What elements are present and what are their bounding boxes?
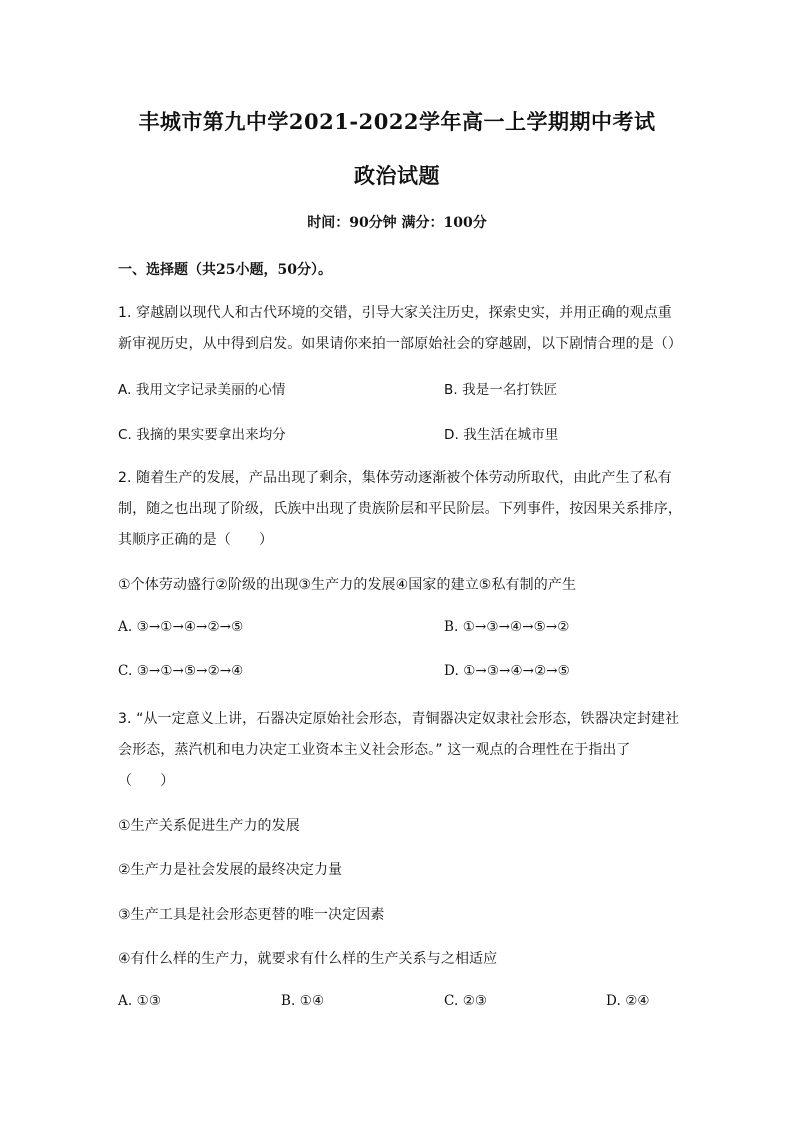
question-text-line: 2. 随着生产的发展，产品出现了剩余，集体劳动逐渐被个体劳动所取代，由此产生了私有 — [118, 470, 672, 486]
option-d: D. ①→③→④→②→⑤ — [444, 663, 570, 679]
option-a: A. 我用文字记录美丽的心情 — [118, 382, 286, 398]
option-d: D. 我生活在城市里 — [444, 427, 559, 443]
option-c: C. 我摘的果实要拿出来均分 — [118, 427, 286, 443]
question-text-line: （ ） — [118, 773, 175, 789]
option-a: A. ③→①→④→②→⑤ — [118, 619, 244, 635]
question-text-line: 1. 穿越剧以现代人和古代环境的交错，引导大家关注历史，探索史实，并用正确的观点重 — [118, 305, 672, 321]
question-text-line: 3. “从一定意义上讲，石器决定原始社会形态，青铜器决定奴隶社会形态，铁器决定封建社 — [118, 711, 680, 727]
question-text-line: 其顺序正确的是（ ） — [118, 532, 274, 548]
exam-meta: 时间：90分钟 满分：100分 — [307, 215, 487, 231]
statement-3: ③生产工具是社会形态更替的唯一决定因素 — [118, 907, 385, 923]
option-b: B. 我是一名打铁匠 — [444, 382, 558, 398]
statement-1: ①生产关系促进生产力的发展 — [118, 818, 300, 834]
question-items: ①个体劳动盛行②阶级的出现③生产力的发展④国家的建立⑤私有制的产生 — [118, 577, 577, 593]
statement-4: ④有什么样的生产力，就要求有什么样的生产关系与之相适应 — [118, 951, 498, 967]
section-heading: 一、选择题（共25小题，50分）。 — [118, 262, 332, 278]
option-b: B. ①→③→④→⑤→② — [444, 619, 570, 635]
question-text-line: 新审视历史，从中得到启发。如果请你来拍一部原始社会的穿越剧，以下剧情合理的是（） — [118, 336, 682, 352]
statement-2: ②生产力是社会发展的最终决定力量 — [118, 862, 343, 878]
question-text-line: 制，随之也出现了阶级，氏族中出现了贵族阶层和平民阶层。下列事件，按因果关系排序， — [118, 501, 682, 517]
option-a: A. ①③ — [118, 993, 162, 1009]
option-c: C. ②③ — [444, 993, 488, 1009]
option-b: B. ①④ — [281, 993, 325, 1009]
exam-subtitle: 政治试题 — [354, 163, 440, 188]
exam-title: 丰城市第九中学2021-2022学年高一上学期期中考试 — [138, 109, 656, 134]
question-text-line: 会形态，蒸汽机和电力决定工业资本主义社会形态。” 这一观点的合理性在于指出了 — [118, 742, 631, 758]
option-d: D. ②④ — [606, 993, 650, 1009]
option-c: C. ③→①→⑤→②→④ — [118, 663, 244, 679]
